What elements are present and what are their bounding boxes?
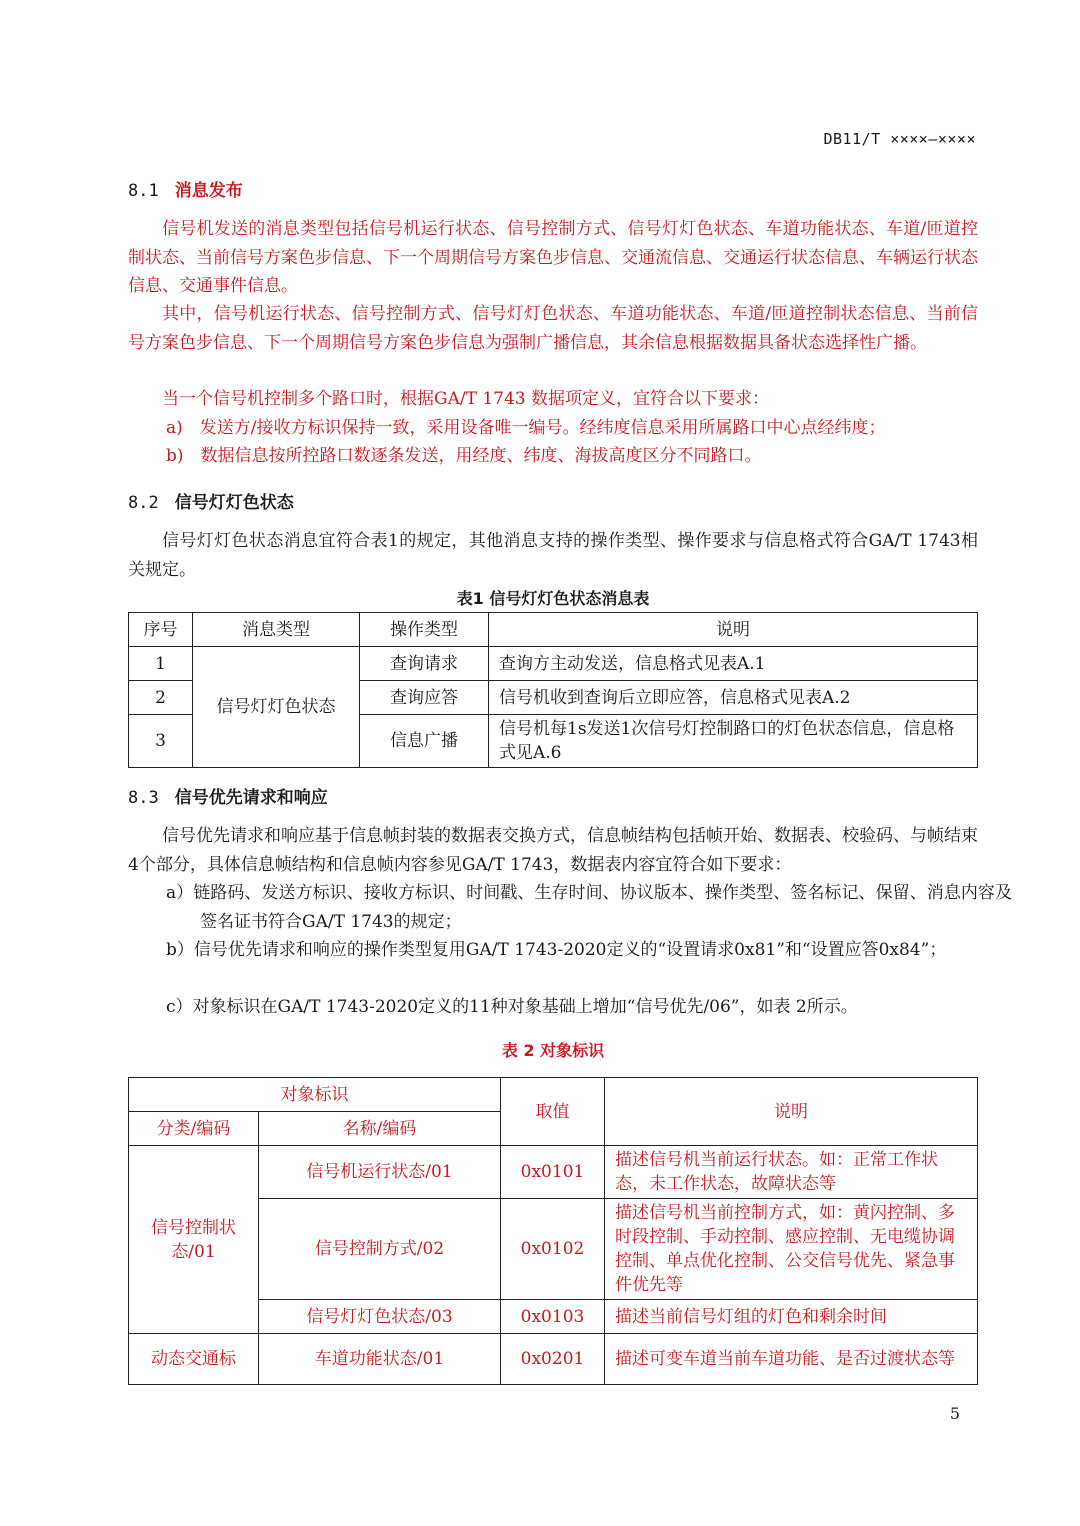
description-cell: 描述信号机当前控制方式，如：黄闪控制、多时段控制、手动控制、感应控制、无电缆协调控制、单点优化控制、公交信号优先、紧急事件优先等 <box>605 1199 978 1300</box>
table-2-caption: 表 2 对象标识 <box>501 1041 605 1060</box>
section-8-1-paragraph-3: 当一个信号机控制多个路口时，根据GA/T 1743 数据项定义，宜符合以下要求： <box>162 389 769 409</box>
section-8-3-heading <box>128 783 328 808</box>
section-8-1-item-a: a) 发送方/接收方标识保持一致，采用设备唯一编号。经纬度信息采用所属路口中心点经纬度； <box>166 418 886 438</box>
table-2-header-row <box>129 1078 978 1112</box>
section-8-1-heading <box>128 176 243 201</box>
table-1 <box>128 612 978 768</box>
name-cell: 信号机运行状态/01 <box>259 1146 501 1199</box>
description-cell: 查询方主动发送，信息格式见表A.1 <box>489 647 978 681</box>
category-cell: 信号控制状态/01 <box>129 1146 259 1334</box>
message-type-cell: 信号灯灯色状态 <box>193 647 360 768</box>
description-cell: 信号机每1s发送1次信号灯控制路口的灯色状态信息，信息格式见A.6 <box>489 715 978 768</box>
name-cell: 车道功能状态/01 <box>259 1334 501 1385</box>
table-1-caption: 表1 信号灯灯色状态消息表 <box>456 589 650 608</box>
section-title: 信号灯灯色状态 <box>174 493 294 513</box>
operation-type-cell: 查询应答 <box>360 681 489 715</box>
name-header: 名称/编码 <box>259 1112 501 1146</box>
standard-code: DB11/T ××××—×××× <box>823 130 976 148</box>
section-8-1-paragraph-1: 信号机发送的消息类型包括信号机运行状态、信号控制方式、信号灯灯色状态、车道功能状态、车道/匝道控制状态、当前信号方案色步信息、下一个周期信号方案色步信息、交通流信息、交通运行状态信息、车辆运行状态信息、交通事件信息。 <box>128 219 978 296</box>
section-number: 8.3 <box>128 788 159 808</box>
section-8-3-item-a: a）链路码、发送方标识、接收方标识、时间戳、生存时间、协议版本、操作类型、签名标记、保留、消息内容及签名证书符合GA/T 1743的规定； <box>166 883 1012 932</box>
description-header: 说明 <box>605 1078 978 1146</box>
object-id-header: 对象标识 <box>129 1078 501 1112</box>
name-cell: 信号灯灯色状态/03 <box>259 1300 501 1334</box>
description-cell: 描述信号机当前运行状态。如：正常工作状态，未工作状态，故障状态等 <box>605 1146 978 1199</box>
value-cell: 0x0101 <box>501 1146 605 1199</box>
row-number: 3 <box>129 715 193 768</box>
header-cell: 序号 <box>129 613 193 647</box>
table-1-header-row <box>129 613 978 647</box>
section-title: 消息发布 <box>174 181 243 201</box>
header-cell: 操作类型 <box>360 613 489 647</box>
section-8-1-paragraph-2: 其中，信号机运行状态、信号控制方式、信号灯灯色状态、车道功能状态、车道/匝道控制状态信息、当前信号方案色步信息、下一个周期信号方案色步信息为强制广播信息，其余信息根据数据具备状态选择性广播。 <box>128 304 978 353</box>
section-title: 信号优先请求和响应 <box>174 788 328 808</box>
name-cell: 信号控制方式/02 <box>259 1199 501 1300</box>
value-header: 取值 <box>501 1078 605 1146</box>
table-2 <box>128 1077 978 1385</box>
section-8-3-item-c: c）对象标识在GA/T 1743-2020定义的11种对象基础上增加“信号优先/06”，如表 2所示。 <box>166 997 858 1017</box>
value-cell: 0x0102 <box>501 1199 605 1300</box>
category-cell: 动态交通标 <box>129 1334 259 1385</box>
category-header: 分类/编码 <box>129 1112 259 1146</box>
section-8-2-heading <box>128 488 294 513</box>
section-8-1-item-b: b) 数据信息按所控路口数逐条发送，用经度、纬度、海拔高度区分不同路口。 <box>166 446 762 466</box>
table-row <box>129 1334 978 1385</box>
description-cell: 信号机收到查询后立即应答，信息格式见表A.2 <box>489 681 978 715</box>
description-cell: 描述可变车道当前车道功能、是否过渡状态等 <box>605 1334 978 1385</box>
table-row <box>129 647 978 681</box>
operation-type-cell: 信息广播 <box>360 715 489 768</box>
header-cell: 消息类型 <box>193 613 360 647</box>
header-cell: 说明 <box>489 613 978 647</box>
section-number: 8.2 <box>128 493 159 513</box>
description-cell: 描述当前信号灯组的灯色和剩余时间 <box>605 1300 978 1334</box>
section-8-3-item-b: b）信号优先请求和响应的操作类型复用GA/T 1743-2020定义的“设置请求0x81”和“设置应答0x84”； <box>166 940 947 960</box>
row-number: 1 <box>129 647 193 681</box>
row-number: 2 <box>129 681 193 715</box>
section-8-2-paragraph: 信号灯灯色状态消息宜符合表1的规定，其他消息支持的操作类型、操作要求与信息格式符合GA/T 1743相关规定。 <box>128 531 978 580</box>
value-cell: 0x0201 <box>501 1334 605 1385</box>
operation-type-cell: 查询请求 <box>360 647 489 681</box>
section-8-3-paragraph: 信号优先请求和响应基于信息帧封装的数据表交换方式，信息帧结构包括帧开始、数据表、校验码、与帧结束4个部分，具体信息帧结构和信息帧内容参见GA/T 1743，数据表内容宜符合如下要求： <box>128 826 978 875</box>
section-number: 8.1 <box>128 181 159 201</box>
value-cell: 0x0103 <box>501 1300 605 1334</box>
table-row <box>129 1146 978 1199</box>
page-number: 5 <box>949 1404 960 1423</box>
